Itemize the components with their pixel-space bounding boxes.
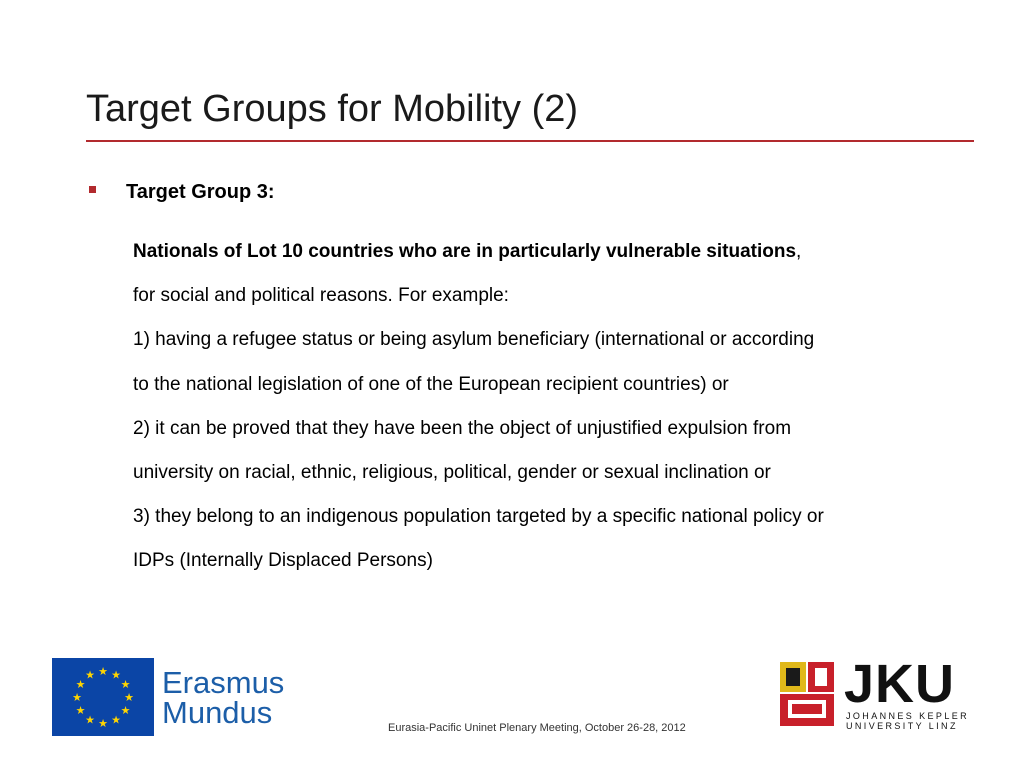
svg-text:★: ★	[75, 704, 86, 717]
mundus-word: Mundus	[162, 695, 273, 730]
svg-text:★: ★	[75, 678, 86, 691]
intro-bold-text: Nationals of Lot 10 countries who are in particularly vulnerable situations	[133, 241, 797, 262]
svg-text:★: ★	[124, 691, 134, 704]
jku-subtitle	[846, 711, 969, 731]
jku-subtitle-line2: UNIVERSITY LINZ	[846, 721, 958, 731]
body-line: for social and political reasons. For example:	[133, 285, 509, 307]
title-divider	[86, 140, 974, 142]
eu-stars-icon	[52, 658, 154, 736]
erasmus-word: Erasmus	[162, 665, 285, 700]
erasmus-mundus-wordmark	[162, 665, 285, 730]
target-group-description	[133, 230, 1003, 584]
svg-text:★: ★	[98, 717, 108, 730]
svg-text:★: ★	[120, 678, 131, 691]
eu-flag-icon	[52, 658, 154, 736]
body-line: 3) they belong to an indigenous population targeted by a specific national policy or	[133, 506, 824, 528]
intro-line	[133, 230, 1003, 274]
body-line: IDPs (Internally Displaced Persons)	[133, 550, 433, 572]
svg-text:★: ★	[72, 691, 82, 704]
jku-logo	[778, 656, 968, 736]
erasmus-mundus-logo	[52, 658, 294, 736]
square-bullet-icon	[89, 186, 96, 193]
jku-subtitle-line1: JOHANNES KEPLER	[846, 711, 970, 721]
slide-title: Target Groups for Mobility (2)	[86, 88, 579, 130]
body-line: 1) having a refugee status or being asylum beneficiary (international or according	[133, 329, 815, 351]
svg-text:★: ★	[120, 704, 131, 717]
jku-crest-icon	[778, 660, 836, 728]
body-line: university on racial, ethnic, religious, political, gender or sexual inclination or	[133, 461, 771, 483]
svg-text:★: ★	[85, 713, 95, 727]
svg-text:★: ★	[111, 668, 121, 682]
intro-trailing-text: ,	[796, 241, 802, 262]
body-line: to the national legislation of one of the European recipient countries) or	[133, 373, 729, 395]
jku-wordmark: JKU	[844, 654, 956, 714]
svg-text:★: ★	[111, 713, 121, 727]
body-line: 2) it can be proved that they have been the object of unjustified expulsion from	[133, 417, 792, 439]
svg-text:★: ★	[98, 665, 108, 678]
target-group-heading: Target Group 3:	[126, 181, 275, 203]
footer-text: Eurasia-Pacific Uninet Plenary Meeting, October 26-28, 2012	[388, 722, 686, 734]
svg-text:★: ★	[85, 668, 95, 682]
